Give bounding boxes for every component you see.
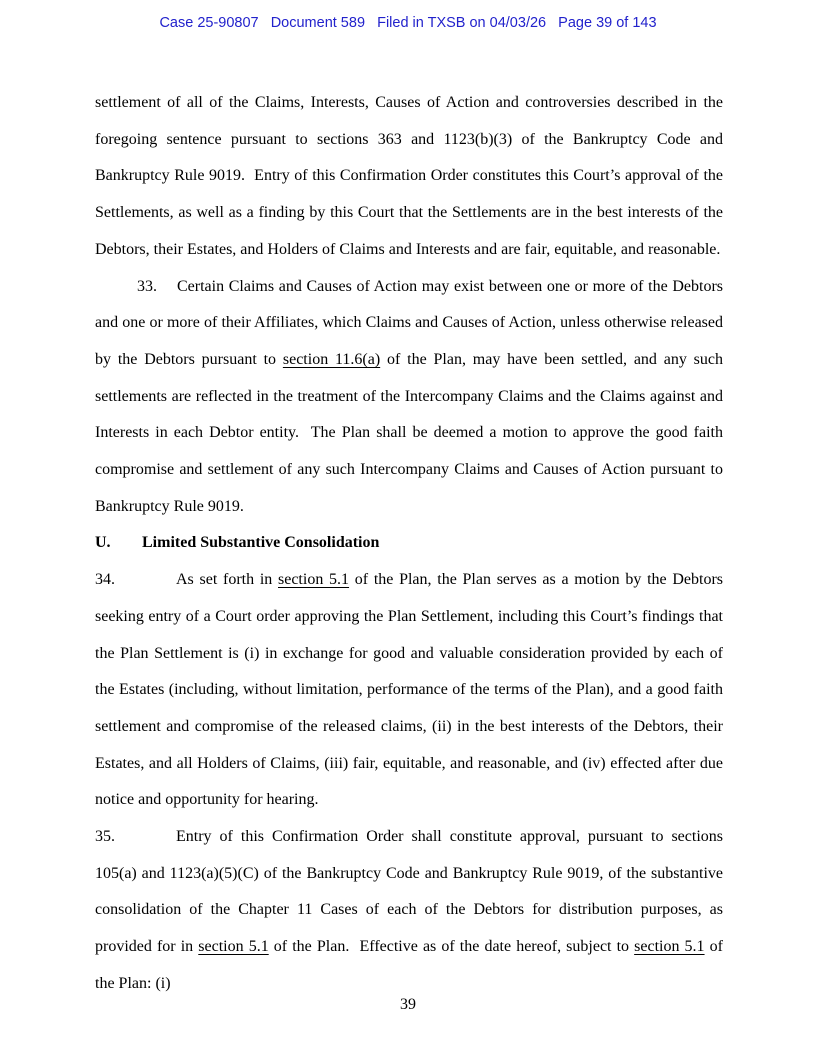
paragraphs: [95, 85, 723, 1003]
text-run: of the Plan. Effective as of the date hereof, subject to: [268, 938, 635, 956]
section-reference: section 5.1: [634, 938, 705, 956]
text-run: of the Plan, the Plan serves as a motion by the Debtors seeking entry of a Court order approving the Plan Settlement, including this Court’s findings that the Plan Settlement is (i) in exchange for good and valuable consideration provided by each of the Estates (including, without limitation, performance of the terms of the Plan), and a good faith settlement and compromise of the released claims, (ii) in the best interests of the Debtors, their Estates, and all Holders of Claims, (iii) fair, equitable, and reasonable, and (iv) effected after due notice and opportunity for hearing.: [95, 571, 723, 809]
text-run: settlement of all of the Claims, Interests, Causes of Action and controversies described in the foregoing sentence pursuant to sections 363 and 1123(b)(3) of the Bankruptcy Code and Bankruptcy Rule 9019. Entry of this Confirmation Order constitutes this Court’s approval of the Settlements, as well as a finding by this Court that the Settlements are in the best interests of the Debtors, their Estates, and Holders of Claims and Interests and are fair, equitable, and reasonable.: [95, 94, 723, 258]
paragraph-number: 35.: [95, 828, 115, 846]
heading-number: U.: [95, 534, 111, 552]
text-run: Certain Claims and Causes of Action may exist between one or more of the Debtors and one or more of their Affiliates, which Claims and Causes of Action, unless otherwise released by the Debtors pursuant to: [95, 277, 723, 368]
paragraph-number: 33.: [137, 277, 157, 295]
paragraph: [95, 269, 723, 526]
text-run: of the Plan: (i): [95, 938, 723, 992]
paragraph-number: 34.: [95, 571, 115, 589]
page-footer: [0, 996, 816, 1014]
text-run: Limited Substantive Consolidation: [142, 534, 380, 552]
section-reference: section 11.6(a): [282, 350, 381, 368]
paragraph: [95, 85, 723, 269]
paragraph: [95, 562, 723, 819]
document-body: [95, 85, 723, 1003]
text-run: Entry of this Confirmation Order shall constitute approval, pursuant to sections 105(a) and 1123(a)(5)(C) of the Bankruptcy Code and Bankruptcy Rule 9019, of the substantive consolidation of the Chapter 11 Cases of each of the Debtors for distribution purposes, as provided for in: [95, 828, 723, 956]
page-number: 39: [400, 996, 416, 1013]
section-heading: [95, 525, 723, 562]
ecf-header-stamp: Case 25-90807 Document 589 Filed in TXSB on 04/03/26 Page 39 of 143: [159, 15, 657, 31]
section-reference: section 5.1: [278, 571, 350, 589]
text-run: of the Plan, may have been settled, and any such settlements are reflected in the treatment of the Intercompany Claims and the Claims against and Interests in each Debtor entity. The Plan shall be deemed a motion to approve the good faith compromise and settlement of any such Intercompany Claims and Causes of Action pursuant to Bankruptcy Rule 9019.: [95, 350, 723, 515]
text-run: As set forth in: [176, 571, 278, 589]
paragraph: [95, 819, 723, 1003]
section-reference: section 5.1: [198, 938, 269, 956]
